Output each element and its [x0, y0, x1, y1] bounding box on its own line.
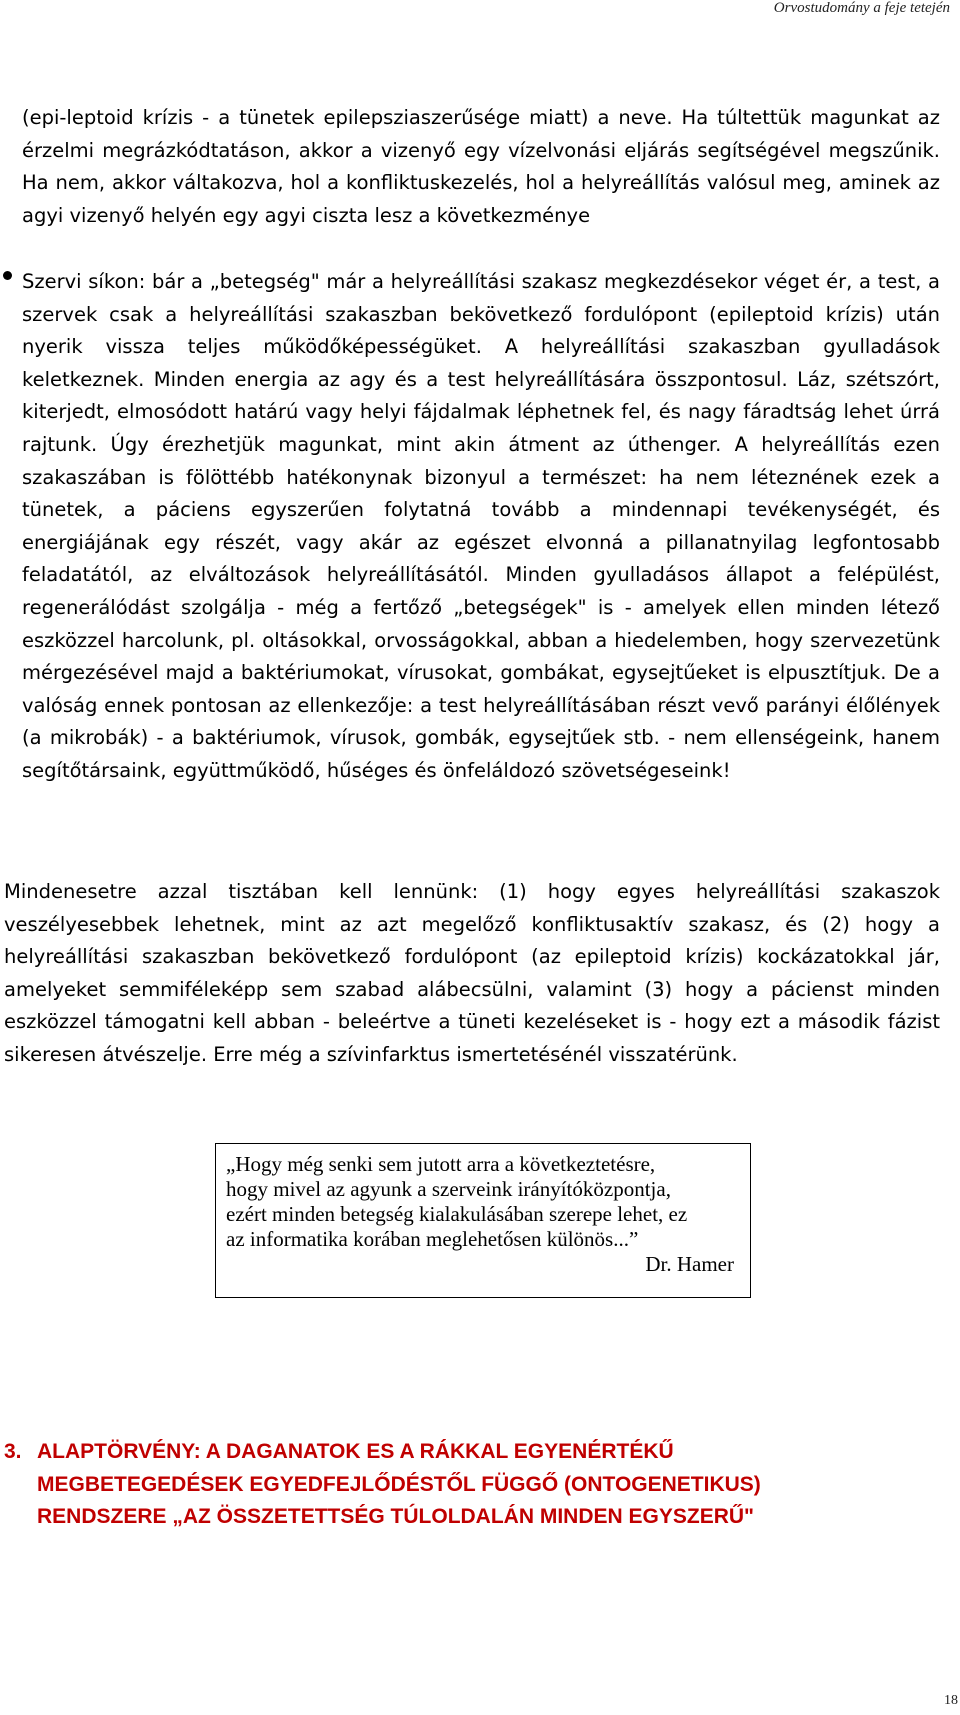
section-number: 3.	[4, 1440, 22, 1463]
section-title-line: ALAPTÖRVÉNY: A DAGANATOK ES A RÁKKAL EGYENÉRTÉKŰ	[37, 1440, 674, 1463]
quote-box	[215, 1143, 751, 1298]
section-title-line: RENDSZERE „AZ ÖSSZETETTSÉG TÚLOLDALÁN MINDEN EGYSZERŰ"	[37, 1505, 754, 1528]
section-title-line: MEGBETEGEDÉSEK EGYEDFEJLŐDÉSTŐL FÜGGŐ (ONTOGENETIKUS)	[37, 1472, 761, 1496]
bullet-paragraph: Szervi síkon: bár a „betegség" már a helyreállítási szakasz megkezdésekor véget ér, a test, a szervek csak a helyreállítási szakaszban bekövetkező fordulópont (epileptoid krízis) után nyerik vissza teljes működőképességüket. A helyreállítási szakaszban gyulladások keletkeznek. Minden energia az agy és a test helyreállítására összpontosul. Láz, szétszórt, kiterjedt, elmosódott határú vagy helyi fájdalmak léphetnek fel, és nagy fáradtság lehet úrrá rajtunk. Úgy érezhetjük magunkat, mint akin átment az úthenger. A helyreállítás ezen szakaszában is fölöttébb hatékonynak bizonyul a természet: ha nem léteznének ezek a tünetek, a páciens egyszerűen folytatná tovább a mindennapi tevékenységét, és energiájának egy részét, vagy akár az egészet elvonná a pillanatnyilag legfontosabb feladatától, az elváltozások helyreállításától. Minden gyulladásos állapot a felépülést, regenerálódást szolgálja - még a fertőző „betegségek" is - amelyek ellen minden létező eszközzel harcolunk, pl. oltásokkal, orvosságokkal, abban a hiedelemben, hogy szervezetünk mérgezésével majd a baktériumokat, vírusokat, gombákat, egysejtűeket is elpusztítjuk. De a valóság ennek pontosan az ellenkezője: a test helyreállításában részt vevő parányi élőlények (a mikrobák) - a baktériumok, vírusok, gombák, egysejtűek stb. - nem ellenségeink, hanem segítőtársaink, együttműködő, hűséges és önfeláldozó szövetségeseink!	[22, 270, 940, 782]
quote-line: hogy mivel az agyunk a szerveink irányítóközpontja,	[226, 1177, 671, 1201]
quote-line: „Hogy még senki sem jutott arra a következtetésre,	[226, 1152, 656, 1176]
quote-line: ezért minden betegség kialakulásában szerepe lehet, ez	[226, 1202, 688, 1226]
body-paragraph-2: Mindenesetre azzal tisztában kell lennünk: (1) hogy egyes helyreállítási szakaszok veszélyesebbek lehetnek, mint az azt megelőző konfliktusaktív szakasz, és (2) hogy a helyreállítási szakaszban bekövetkező fordulópont (az epileptoid krízis) kockázatokkal jár, amelyeket semmiféleképp sem szabad alábecsülni, valamint (3) hogy a pácienst minden eszközzel támogatni kell abban - beleértve a tüneti kezeléseket is - hogy ezt a második fázist sikeresen átvészelje. Erre még a szívinfarktus ismertetésénél visszatérünk.	[4, 880, 940, 1066]
page-number: 18	[944, 1693, 958, 1708]
section-heading	[4, 1436, 940, 1534]
body-paragraph-1: (epi-leptoid krízis - a tünetek epilepsziaszerűsége miatt) a neve. Ha túltettük magunkat az érzelmi megrázkódtatáson, akkor a vizenyő egy vízelvonási eljárás segítségével megszűnik. Ha nem, akkor váltakozva, hol a konfliktuskezelés, hol a helyreállítás valósul meg, aminek az agyi vizenyő helyén egy agyi ciszta lesz a következménye	[22, 106, 940, 227]
running-header-title: Orvostudomány a feje tetején	[773, 0, 950, 16]
bullet-dot-icon	[3, 271, 12, 280]
quote-line: az informatika korában meglehetősen különös...”	[226, 1227, 639, 1251]
quote-author: Dr. Hamer	[645, 1252, 734, 1276]
